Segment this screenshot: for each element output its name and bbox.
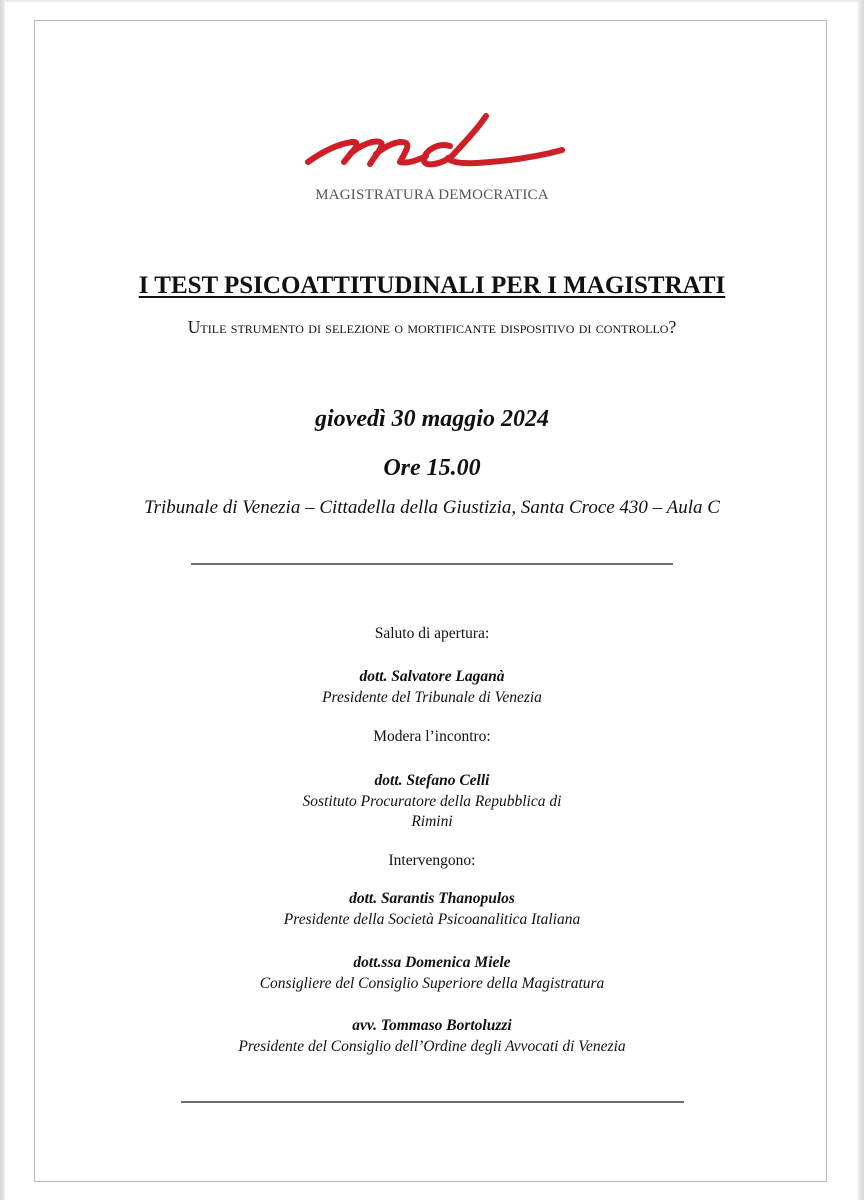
speakers-label: Intervengono: (388, 852, 476, 869)
moderator-name: dott. Stefano Celli (374, 772, 490, 789)
speaker-name: avv. Tommaso Bortoluzzi (352, 1017, 512, 1034)
divider-bottom (181, 1101, 684, 1103)
event-title: I TEST PSICOATTITUDINALI PER I MAGISTRATI (138, 272, 726, 299)
event-subtitle: Utile strumento di selezione o mortificante dispositivo di controllo? (187, 317, 677, 337)
speaker-name: dott. Sarantis Thanopulos (349, 890, 515, 907)
opening-speaker-role: Presidente del Tribunale di Venezia (322, 689, 542, 706)
moderator-label: Modera l’incontro: (373, 728, 491, 745)
event-venue: Tribunale di Venezia – Cittadella della Giustizia, Santa Croce 430 – Aula C (144, 497, 720, 518)
divider-top (191, 563, 673, 565)
md-logo-icon (300, 112, 570, 176)
organization-name: MAGISTRATURA DEMOCRATICA (315, 187, 549, 203)
moderator-role-line2: Rimini (411, 813, 453, 830)
event-time: Ore 15.00 (383, 455, 481, 481)
speaker-role: Presidente della Società Psicoanalitica Italiana (283, 911, 581, 928)
moderator-role-line1: Sostituto Procuratore della Repubblica di (302, 793, 562, 810)
speaker-role: Consigliere del Consiglio Superiore della Magistratura (259, 975, 605, 992)
speaker-role: Presidente del Consiglio dell’Ordine degli Avvocati di Venezia (238, 1038, 626, 1055)
viewer-top-edge (0, 0, 864, 2)
event-date: giovedì 30 maggio 2024 (315, 406, 549, 432)
speaker-name: dott.ssa Domenica Miele (353, 954, 511, 971)
opening-speaker-name: dott. Salvatore Laganà (359, 668, 505, 685)
opening-label: Saluto di apertura: (374, 625, 490, 642)
